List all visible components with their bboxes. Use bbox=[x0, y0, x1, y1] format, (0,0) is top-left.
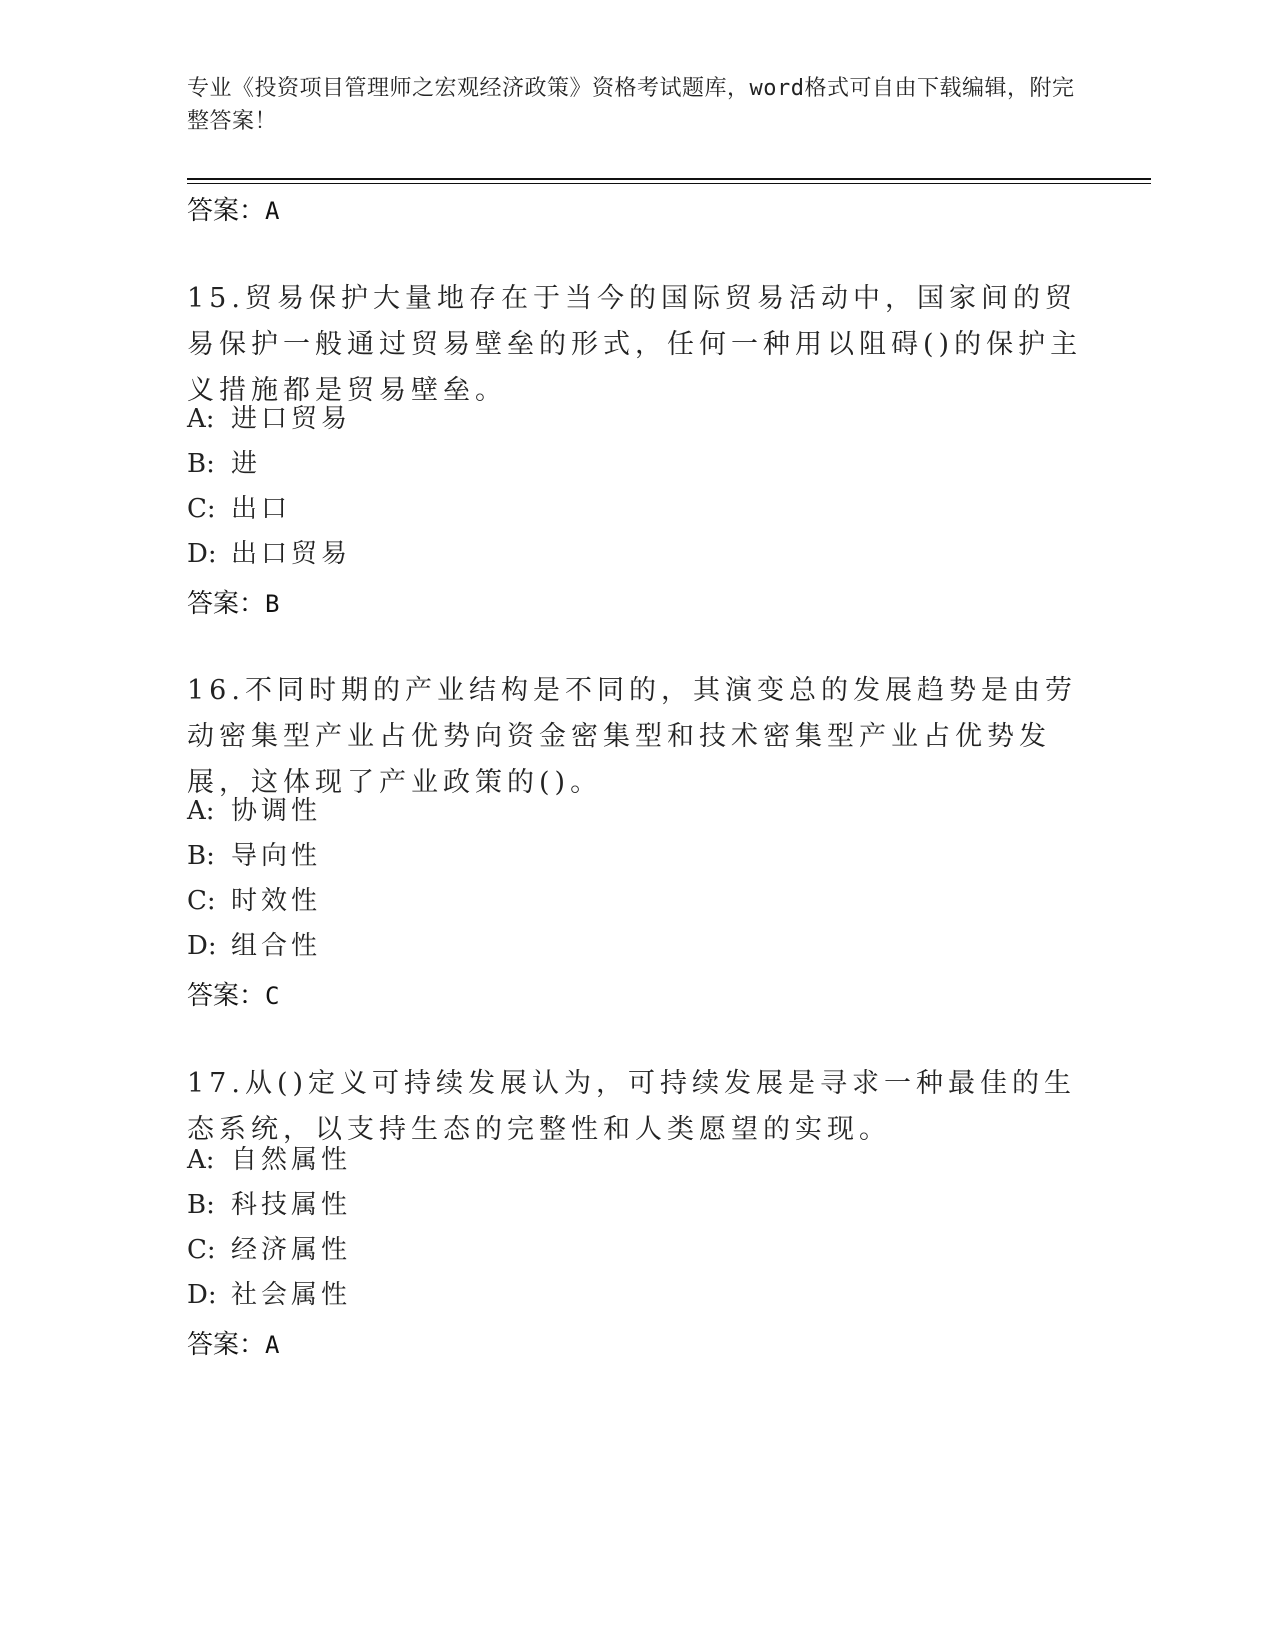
option-text: 出口贸易 bbox=[231, 539, 352, 569]
option-d bbox=[187, 532, 351, 577]
option-letter: A: bbox=[187, 404, 215, 434]
option-letter: B: bbox=[187, 449, 215, 479]
option-d bbox=[187, 924, 321, 969]
option-letter: D: bbox=[187, 539, 217, 569]
option-text: 出口 bbox=[231, 494, 292, 524]
option-letter: D: bbox=[187, 931, 217, 961]
option-text: 进口贸易 bbox=[231, 404, 352, 434]
option-text: 科技属性 bbox=[231, 1190, 352, 1220]
answer-label: 答案： bbox=[187, 196, 266, 226]
option-letter: C: bbox=[187, 886, 216, 916]
option-letter: A: bbox=[187, 796, 215, 826]
option-text: 时效性 bbox=[231, 886, 322, 916]
option-letter: A: bbox=[187, 1145, 215, 1175]
option-text: 经济属性 bbox=[231, 1235, 352, 1265]
option-letter: B: bbox=[187, 1190, 215, 1220]
option-a bbox=[187, 1138, 351, 1183]
option-letter: D: bbox=[187, 1280, 217, 1310]
document-header: 专业《投资项目管理师之宏观经济政策》资格考试题库，word格式可自由下载编辑，附完整答案！ bbox=[187, 76, 1075, 134]
option-a bbox=[187, 397, 351, 442]
answer-line-15 bbox=[187, 586, 279, 622]
option-a bbox=[187, 789, 321, 834]
option-b bbox=[187, 834, 321, 879]
answer-line-14 bbox=[187, 193, 279, 229]
header-rule-thick bbox=[187, 178, 1151, 180]
option-letter: C: bbox=[187, 494, 216, 524]
question-17-options bbox=[187, 1138, 351, 1318]
option-letter: C: bbox=[187, 1235, 216, 1265]
option-text: 协调性 bbox=[231, 796, 322, 826]
answer-line-17 bbox=[187, 1327, 279, 1363]
answer-value: B bbox=[265, 590, 280, 618]
question-16-text: 16.不同时期的产业结构是不同的，其演变总的发展趋势是由劳动密集型产业占优势向资金密集型和技术密集型产业占优势发展，这体现了产业政策的()。 bbox=[187, 675, 1077, 798]
option-letter: B: bbox=[187, 841, 215, 871]
option-c bbox=[187, 879, 321, 924]
option-text: 组合性 bbox=[231, 931, 322, 961]
answer-value: A bbox=[265, 1331, 280, 1359]
answer-line-16 bbox=[187, 978, 279, 1014]
option-text: 社会属性 bbox=[231, 1280, 352, 1310]
option-c bbox=[187, 487, 351, 532]
option-text: 进 bbox=[231, 449, 262, 479]
header-rule-thin bbox=[187, 183, 1151, 184]
question-15-text: 15.贸易保护大量地存在于当今的国际贸易活动中，国家间的贸易保护一般通过贸易壁垒的形式，任何一种用以阻碍()的保护主义措施都是贸易壁垒。 bbox=[187, 283, 1083, 406]
option-d bbox=[187, 1273, 351, 1318]
answer-value: C bbox=[265, 982, 280, 1010]
question-17-text: 17.从()定义可持续发展认为，可持续发展是寻求一种最佳的生态系统，以支持生态的完整性和人类愿望的实现。 bbox=[187, 1068, 1077, 1145]
answer-label: 答案： bbox=[187, 981, 266, 1011]
answer-label: 答案： bbox=[187, 589, 266, 619]
answer-value: A bbox=[265, 197, 280, 225]
option-text: 导向性 bbox=[231, 841, 322, 871]
option-b bbox=[187, 442, 351, 487]
question-15-options bbox=[187, 397, 351, 577]
option-text: 自然属性 bbox=[231, 1145, 352, 1175]
option-c bbox=[187, 1228, 351, 1273]
option-b bbox=[187, 1183, 351, 1228]
question-16-options bbox=[187, 789, 321, 969]
answer-label: 答案： bbox=[187, 1330, 266, 1360]
